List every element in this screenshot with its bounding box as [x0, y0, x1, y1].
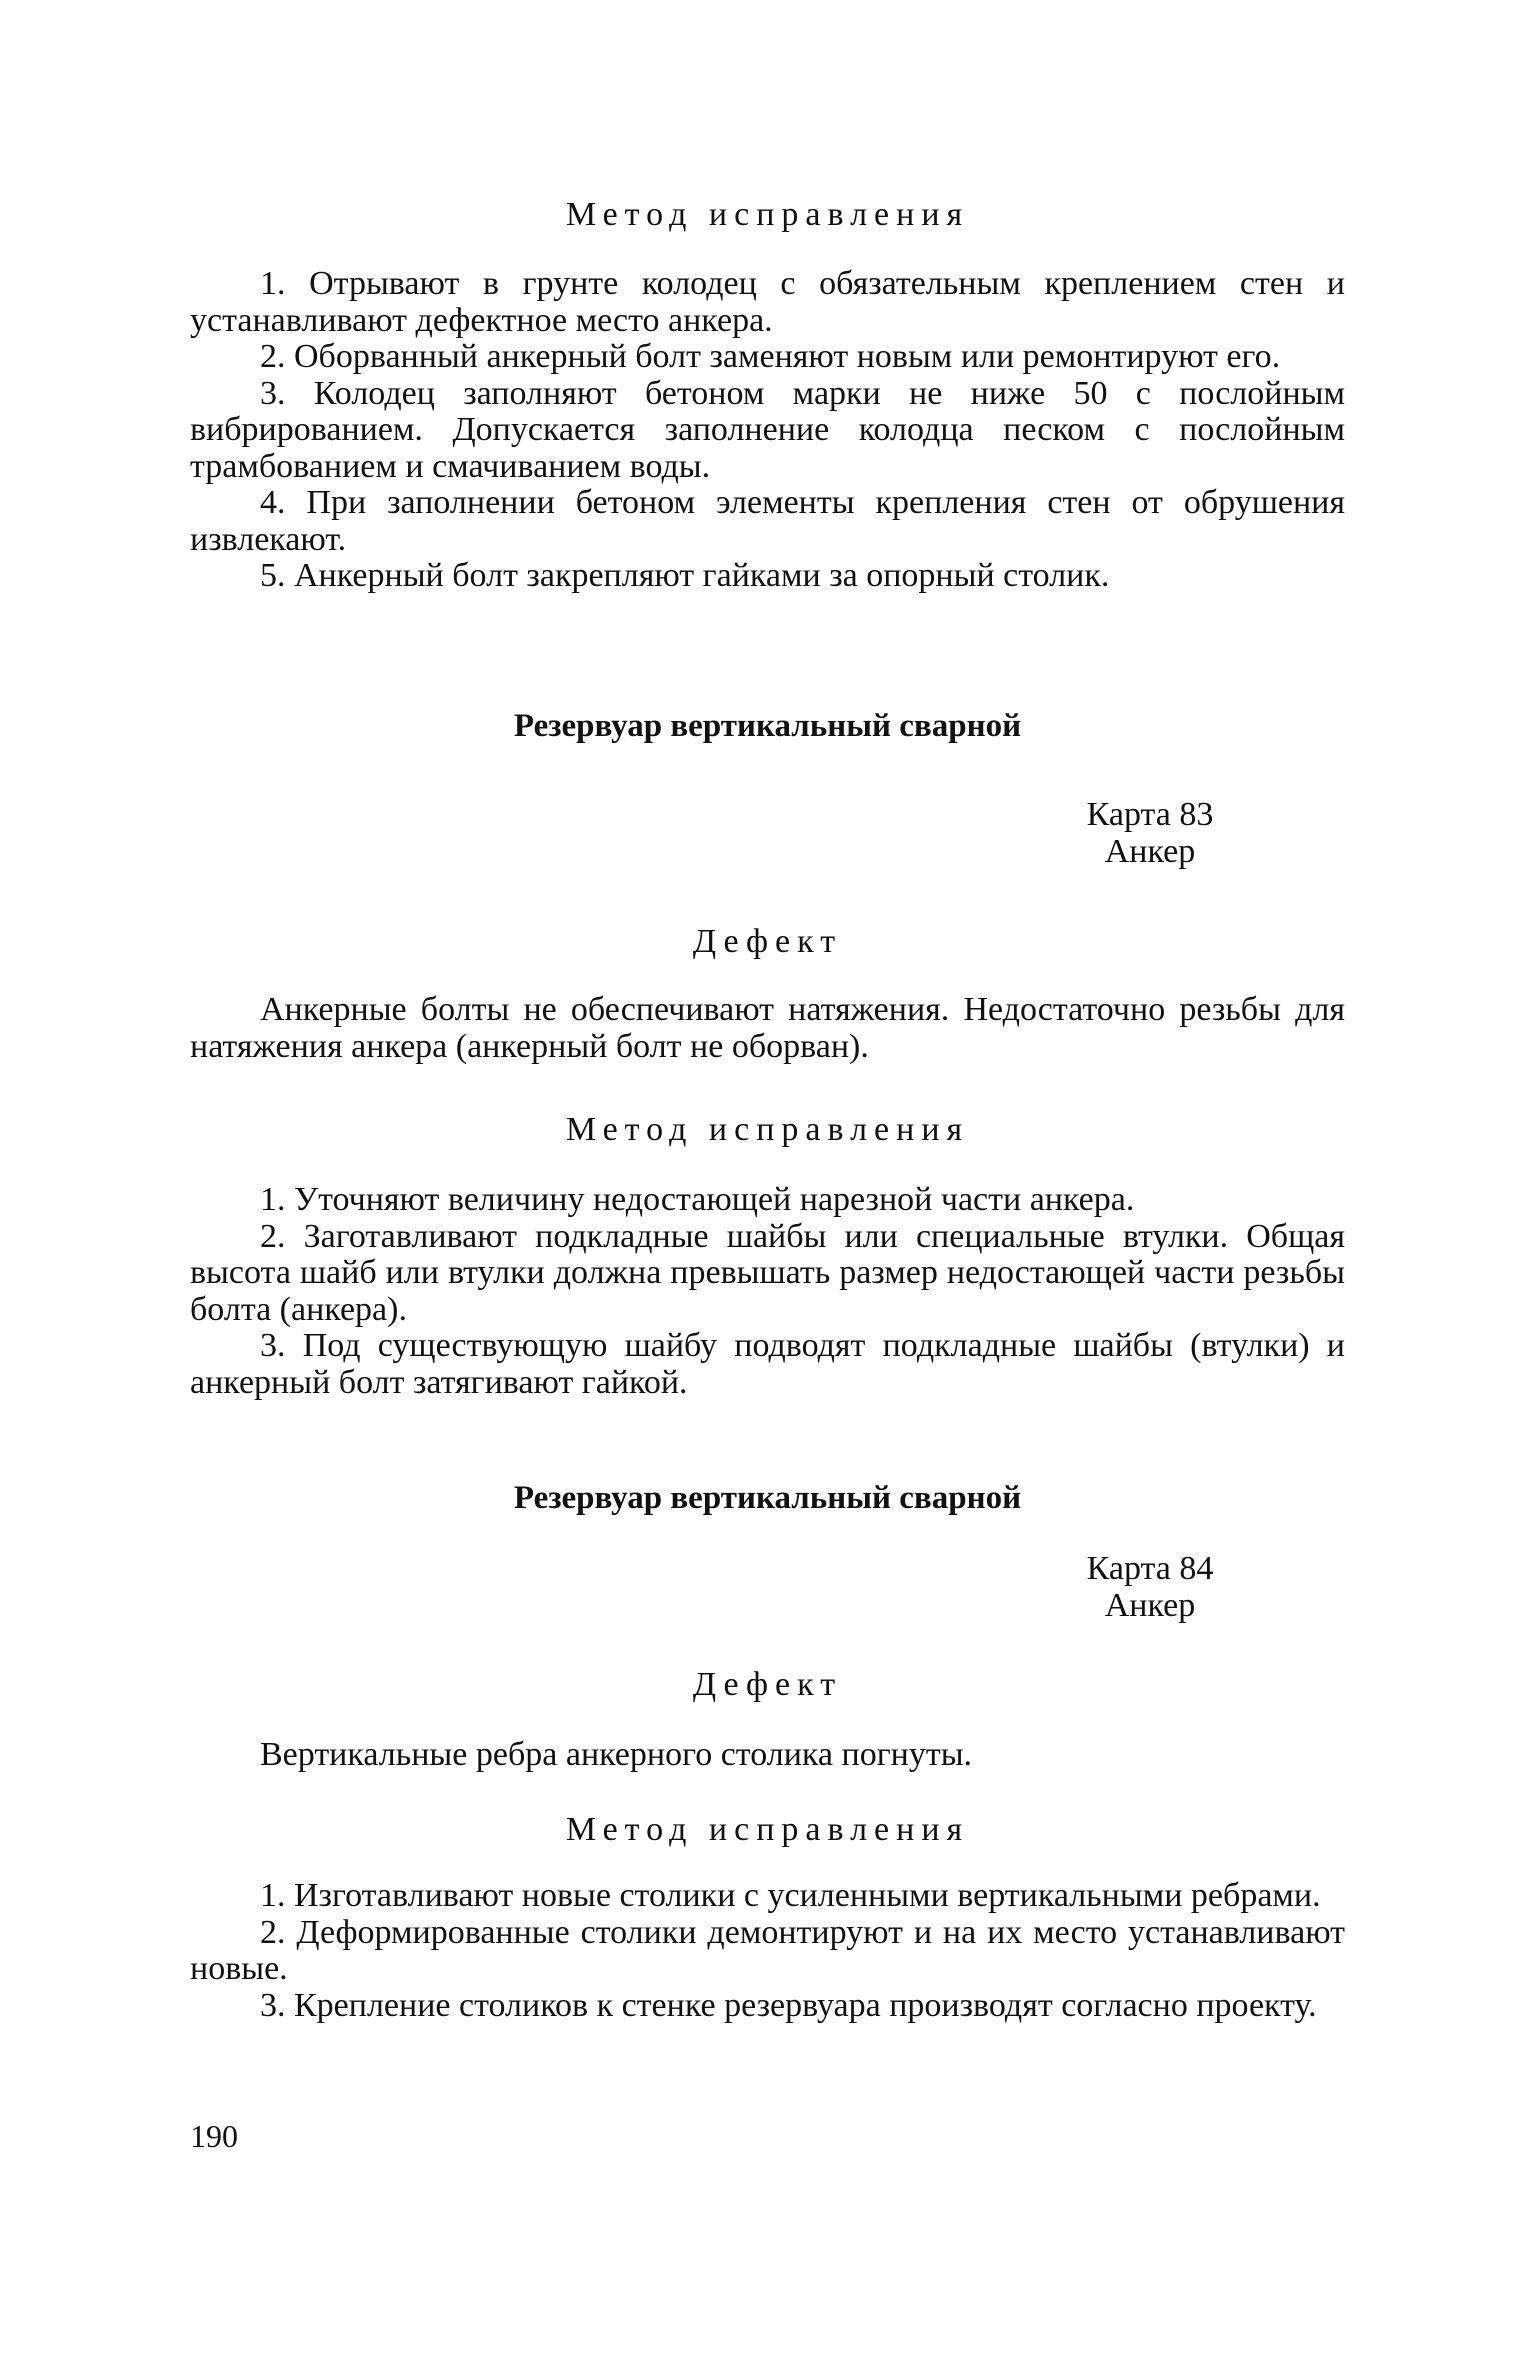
- method-heading: Метод исправления: [565, 1811, 970, 1848]
- card-84-defect-block: [190, 1737, 1345, 1774]
- method-step: 1. Уточняют величину недостающей нарезной части анкера.: [260, 1181, 1135, 1218]
- card-83-defect-block: [190, 992, 1345, 1065]
- method-step: 2. Заготавливают подкладные шайбы или специальные втулки. Общая высота шайб или втулки должна превышать размер недостающей части резьбы болта (анкера).: [190, 1217, 1345, 1328]
- defect-text: Анкерные болты не обеспечивают натяжения. Недостаточно резьбы для натяжения анкера (анкерный болт не оборван).: [190, 991, 1345, 1065]
- card-83-label: [1020, 796, 1280, 870]
- method-step: 2. Оборванный анкерный болт заменяют новым или ремонтируют его.: [260, 338, 1281, 375]
- method-step: 1. Отрывают в грунте колодец с обязательным креплением стен и устанавливают дефектное место анкера.: [190, 265, 1345, 339]
- method-step: 3. Колодец заполняют бетоном марки не ниже 50 с послойным вибрированием. Допускается заполнение колодца песком с послойным трамбованием и смачиванием воды.: [190, 374, 1345, 485]
- card-84-method-steps: [190, 1878, 1345, 2024]
- card-84-label: [1020, 1550, 1280, 1624]
- card-84-subject: Анкер: [1104, 1587, 1196, 1624]
- method-section-0: [190, 195, 1345, 235]
- method-heading: Метод исправления: [565, 1111, 970, 1148]
- method-step: 5. Анкерный болт закрепляют гайками за опорный столик.: [260, 557, 1110, 594]
- page-number: 190: [190, 2118, 238, 2154]
- card-84-method-heading-block: [190, 1810, 1345, 1850]
- defect-heading: Дефект: [692, 1666, 843, 1703]
- card-83-defect-heading-block: [190, 922, 1345, 962]
- card-83-method-heading-block: [190, 1110, 1345, 1150]
- card-84-number: Карта 84: [1086, 1550, 1214, 1587]
- card-83-title-block: [190, 706, 1345, 746]
- method-step: 4. При заполнении бетоном элементы крепления стен от обрушения извлекают.: [190, 484, 1345, 558]
- card-83-title: Резервуар вертикальный сварной: [513, 708, 1022, 744]
- method-step: 3. Крепление столиков к стенке резервуара производят согласно проекту.: [260, 1986, 1317, 2024]
- defect-heading: Дефект: [692, 923, 843, 960]
- card-83-method-steps: [190, 1182, 1345, 1401]
- method-step: 2. Деформированные столики демонтируют и на их место устанавливают новые.: [190, 1913, 1345, 1987]
- defect-text: Вертикальные ребра анкерного столика погнуты.: [260, 1736, 973, 1773]
- method-step: 3. Под существующую шайбу подводят подкладные шайбы (втулки) и анкерный болт затягивают гайкой.: [190, 1327, 1345, 1401]
- card-83-number: Карта 83: [1086, 796, 1214, 833]
- card-84-title-block: [190, 1478, 1345, 1518]
- method-heading: Метод исправления: [565, 196, 970, 233]
- card-84-title: Резервуар вертикальный сварной: [513, 1480, 1022, 1516]
- card-83-subject: Анкер: [1104, 833, 1196, 870]
- method-steps-0: [190, 266, 1345, 595]
- method-step: 1. Изготавливают новые столики с усиленными вертикальными ребрами.: [260, 1877, 1321, 1914]
- card-84-defect-heading-block: [190, 1665, 1345, 1705]
